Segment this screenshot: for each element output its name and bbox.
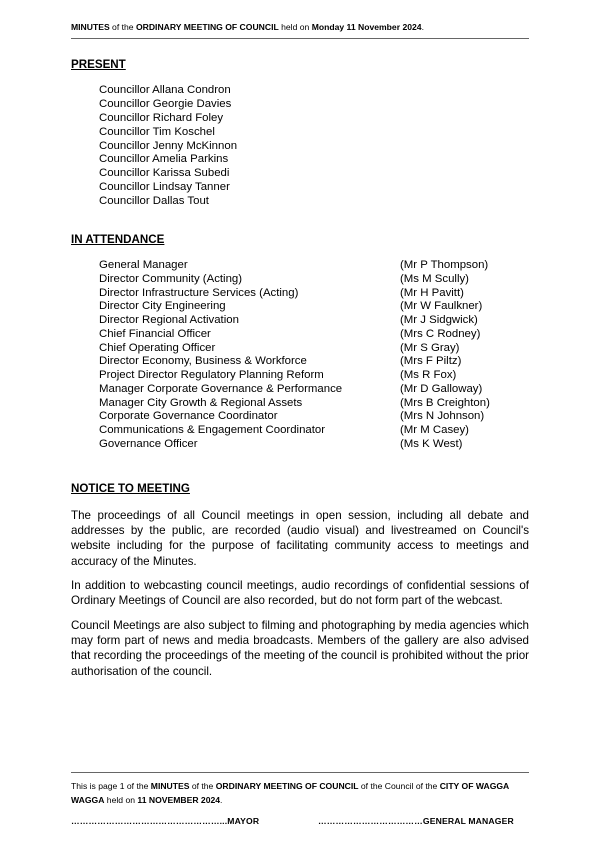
footer-of-council: of the Council of the — [358, 781, 440, 791]
mayor-signature-line: ……………………………………………...MAYOR — [71, 816, 260, 826]
attendance-row — [99, 314, 519, 328]
header-of-the: of the — [109, 22, 136, 32]
councillor-item: Councillor Georgie Davies — [99, 97, 232, 110]
councillor-item: Councillor Tim Koschel — [99, 125, 215, 138]
header-minutes: MINUTES — [71, 22, 110, 32]
councillor-item: Councillor Richard Foley — [99, 111, 224, 124]
attendee-role: Communications & Engagement Coordinator — [99, 424, 326, 436]
attendee-role: General Manager — [99, 259, 188, 271]
notice-heading: NOTICE TO MEETING — [71, 482, 190, 495]
attendance-list — [99, 259, 519, 452]
attendee-role: Director Infrastructure Services (Acting) — [99, 286, 299, 299]
attendee-name: (Mr J Sidgwick) — [400, 314, 478, 326]
attendee-role: Director Community (Acting) — [99, 272, 243, 285]
footer-held-on: held on — [104, 794, 138, 805]
attendee-name: (Mr D Galloway) — [400, 382, 483, 395]
attendee-name: (Mrs F Piltz) — [400, 355, 462, 368]
councillor-item: Councillor Dallas Tout — [99, 195, 209, 208]
attendee-name: (Mr M Casey) — [400, 424, 469, 436]
attendee-role: Chief Financial Officer — [99, 327, 211, 340]
attendee-name: (Mr H Pavitt) — [400, 286, 464, 299]
attendee-name: (Mr P Thompson) — [400, 259, 489, 271]
attendance-row — [99, 424, 519, 438]
attendee-role: Corporate Governance Coordinator — [99, 410, 278, 423]
header-held-on: held on — [278, 22, 312, 32]
attendee-name: (Ms M Scully) — [400, 272, 469, 285]
footer-meeting-name: ORDINARY MEETING OF COUNCIL — [215, 781, 359, 791]
footer-prefix: This is page 1 of the — [71, 781, 151, 791]
attendee-role: Manager City Growth & Regional Assets — [99, 396, 303, 409]
page-header — [71, 22, 424, 32]
notice-paragraph-3: Council Meetings are also subject to filming and photographing by media agencies which may form part of news and media broadcasts. Members of the gallery are also advised that recording the proceedings of the meeting of the council is prohibited without the prior authorisation of the council. — [71, 619, 529, 678]
footer-period: . — [220, 794, 223, 805]
header-period: . — [421, 22, 424, 32]
general-manager-signature-line: ………………………………GENERAL MANAGER — [318, 816, 514, 826]
attendee-name: (Ms R Fox) — [400, 369, 457, 381]
attendance-row — [99, 369, 519, 383]
footer-city: CITY OF WAGGA WAGGA — [71, 781, 509, 805]
attendance-row — [99, 383, 519, 397]
footer-date: 11 NOVEMBER 2024 — [137, 794, 221, 805]
attendee-name: (Ms K West) — [400, 437, 463, 450]
councillor-item: Councillor Amelia Parkins — [99, 153, 229, 166]
councillor-item: Councillor Jenny McKinnon — [99, 139, 238, 152]
attendance-row — [99, 328, 519, 342]
attendee-role: Project Director Regulatory Planning Reform — [99, 369, 324, 381]
attendance-row — [99, 355, 519, 369]
attendance-row — [99, 300, 519, 314]
attendee-name: (Mrs B Creighton) — [400, 396, 490, 409]
attendance-row — [99, 438, 519, 452]
attendance-row — [99, 397, 519, 411]
attendance-row — [99, 287, 519, 301]
header-divider — [71, 38, 529, 39]
attendee-name: (Mr W Faulkner) — [400, 300, 483, 313]
header-meeting-name: ORDINARY MEETING OF COUNCIL — [135, 22, 279, 32]
attendee-role: Director City Engineering — [99, 300, 226, 313]
attendance-row — [99, 273, 519, 287]
footer-minutes: MINUTES — [150, 781, 190, 791]
attendee-role: Governance Officer — [99, 437, 198, 450]
page-footer — [71, 780, 531, 807]
present-list — [99, 84, 237, 209]
attendance-row — [99, 259, 519, 273]
notice-paragraph-1: The proceedings of all Council meetings in open session, including all debate and addresses by the public, are recorded (audio visual) and livestreamed on Council's website including for the purpose of facilitating community access to meetings and accuracy of the Minutes. — [71, 509, 529, 568]
attendance-row — [99, 342, 519, 356]
attendee-role: Director Economy, Business & Workforce — [99, 355, 307, 368]
attendee-role: Chief Operating Officer — [99, 341, 216, 354]
councillor-item: Councillor Lindsay Tanner — [99, 181, 230, 194]
attendee-name: (Mr S Gray) — [400, 341, 460, 354]
footer-of-the: of the — [189, 781, 216, 791]
attendee-role: Director Regional Activation — [99, 314, 239, 326]
notice-paragraph-2: In addition to webcasting council meetings, audio recordings of confidential sessions of Ordinary Meetings of Council are also recorded, but do not form part of the webcast. — [71, 579, 529, 608]
attendance-row — [99, 410, 519, 424]
present-heading: PRESENT — [71, 58, 126, 71]
attendee-name: (Mrs C Rodney) — [400, 327, 481, 340]
attendee-role: Manager Corporate Governance & Performance — [99, 382, 343, 395]
councillor-item: Councillor Karissa Subedi — [99, 167, 230, 180]
footer-divider — [71, 772, 529, 773]
attendance-heading: IN ATTENDANCE — [71, 233, 165, 246]
councillor-item: Councillor Allana Condron — [99, 84, 231, 96]
attendee-name: (Mrs N Johnson) — [400, 410, 485, 423]
header-date: Monday 11 November 2024 — [311, 22, 422, 32]
